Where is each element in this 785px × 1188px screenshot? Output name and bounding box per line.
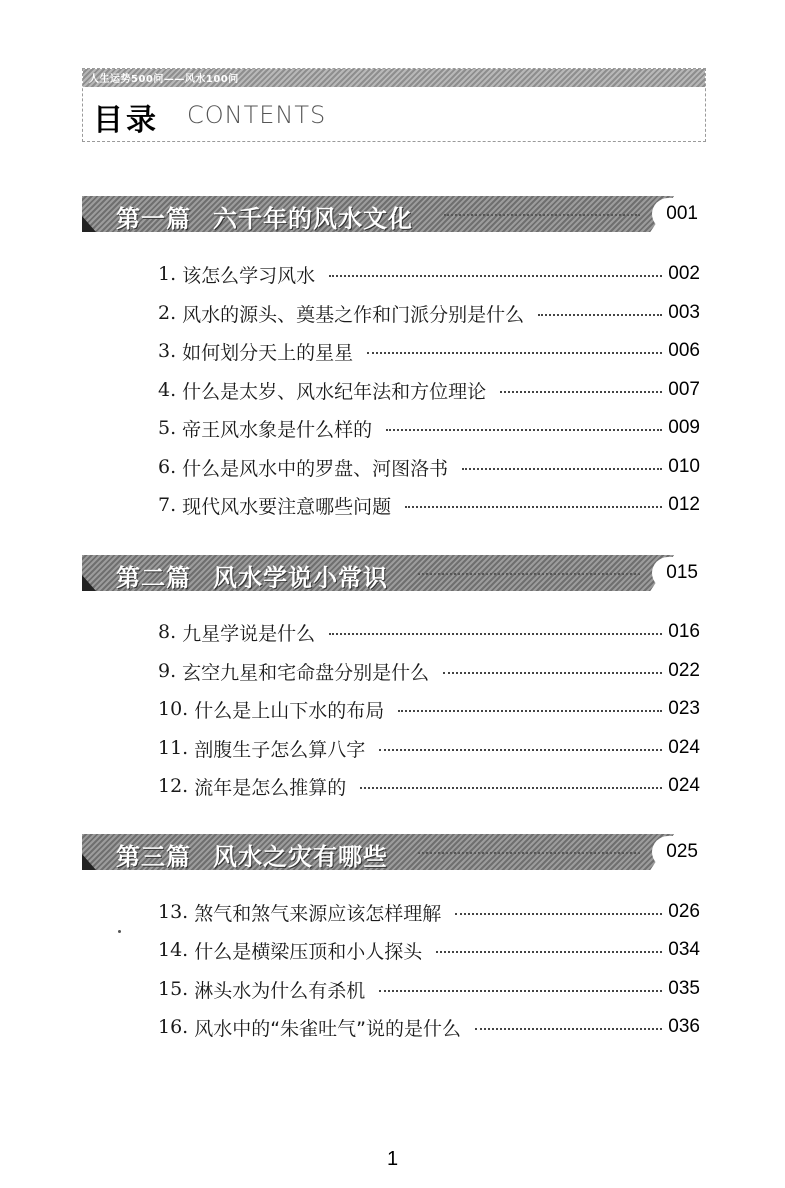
entry-title: 剖腹生子怎么算八字 (194, 738, 366, 761)
entry-number: 1. (158, 263, 183, 285)
toc-entry[interactable] (158, 452, 700, 482)
entry-page-number: 024 (668, 737, 700, 758)
dot-leader (418, 852, 640, 854)
entry-title: 帝王风水象是什么样的 (182, 418, 373, 441)
entry-page-number: 003 (668, 302, 700, 323)
entry-title: 什么是横梁压顶和小人探头 (194, 940, 423, 963)
entry-number: 14. (158, 939, 195, 961)
dot-leader (379, 749, 662, 751)
entry-number: 15. (158, 978, 195, 1000)
entry-number: 3. (158, 340, 183, 362)
print-speck (118, 930, 121, 933)
entry-page-number: 034 (668, 939, 700, 960)
dot-leader (500, 391, 662, 393)
part-title: 风水之灾有哪些 (213, 842, 388, 871)
entry-page-number: 007 (668, 379, 700, 400)
dot-leader (475, 1028, 662, 1030)
dot-leader (360, 787, 662, 789)
entry-page-number: 023 (668, 698, 700, 719)
part-heading-text (116, 837, 388, 872)
entry-title: 现代风水要注意哪些问题 (182, 495, 392, 518)
dot-leader (405, 506, 662, 508)
toc-entry[interactable] (158, 935, 700, 965)
entry-page-number: 012 (668, 494, 700, 515)
dot-leader (329, 633, 662, 635)
toc-entry[interactable] (158, 413, 700, 443)
toc-entry[interactable] (158, 974, 700, 1004)
entry-number: 5. (158, 417, 183, 439)
page-subtitle: CONTENTS (187, 101, 327, 129)
entry-page-number: 022 (668, 660, 700, 681)
entry-title: 九星学说是什么 (182, 622, 316, 645)
entry-title: 什么是上山下水的布局 (194, 699, 385, 722)
series-banner (83, 69, 705, 87)
toc-entry[interactable] (158, 733, 700, 763)
entry-number: 4. (158, 379, 183, 401)
banner-corner (82, 854, 96, 870)
toc-entry[interactable] (158, 298, 700, 328)
entry-title: 煞气和煞气来源应该怎样理解 (194, 902, 442, 925)
entry-number: 9. (158, 660, 183, 682)
entry-number: 2. (158, 302, 183, 324)
toc-entry[interactable] (158, 617, 700, 647)
entry-title: 如何划分天上的星星 (182, 341, 354, 364)
part-label: 第二篇 (116, 563, 191, 592)
dot-leader (418, 573, 640, 575)
entry-page-number: 036 (668, 1016, 700, 1037)
page-title: 目录 (93, 103, 159, 138)
dot-leader (367, 352, 662, 354)
part-heading-text (116, 558, 388, 593)
banner-corner (82, 216, 96, 232)
entry-title: 淋头水为什么有杀机 (194, 979, 366, 1002)
toc-entry[interactable] (158, 656, 700, 686)
dot-leader (462, 468, 662, 470)
contents-header (82, 68, 706, 142)
entry-title: 什么是太岁、风水纪年法和方位理论 (182, 380, 487, 403)
page-number: 1 (386, 1148, 399, 1170)
dot-leader (329, 275, 662, 277)
entry-number: 13. (158, 901, 195, 923)
entry-page-number: 035 (668, 978, 700, 999)
part-heading-text (116, 199, 413, 234)
entry-title: 风水中的“朱雀吐气”说的是什么 (194, 1017, 461, 1040)
entry-number: 12. (158, 775, 195, 797)
entry-number: 11. (158, 737, 195, 759)
toc-entry[interactable] (158, 336, 700, 366)
toc-entry[interactable] (158, 694, 700, 724)
part-title: 风水学说小常识 (213, 563, 388, 592)
entry-page-number: 009 (668, 417, 700, 438)
dot-leader (455, 913, 662, 915)
part-page-number: 001 (652, 198, 702, 230)
entry-title: 流年是怎么推算的 (194, 776, 347, 799)
entry-number: 10. (158, 698, 195, 720)
entry-page-number: 010 (668, 456, 700, 477)
entry-page-number: 026 (668, 901, 700, 922)
toc-entry[interactable] (158, 771, 700, 801)
dot-leader (444, 214, 640, 216)
toc-entry[interactable] (158, 375, 700, 405)
part-heading-1[interactable] (82, 192, 702, 236)
entry-number: 16. (158, 1016, 195, 1038)
banner-corner (82, 575, 96, 591)
entry-number: 7. (158, 494, 183, 516)
part-label: 第一篇 (116, 204, 191, 233)
toc-entry[interactable] (158, 259, 700, 289)
toc-entry[interactable] (158, 490, 700, 520)
dot-leader (538, 314, 662, 316)
dot-leader (386, 429, 662, 431)
series-title: 人生运势500问——风水100问 (89, 74, 239, 85)
dot-leader (379, 990, 662, 992)
part-page-number: 015 (652, 557, 702, 589)
part-heading-3[interactable] (82, 830, 702, 874)
entry-title: 风水的源头、奠基之作和门派分别是什么 (182, 303, 525, 326)
part-title: 六千年的风水文化 (213, 204, 413, 233)
entry-number: 8. (158, 621, 183, 643)
dot-leader (443, 672, 662, 674)
dot-leader (398, 710, 662, 712)
entry-page-number: 024 (668, 775, 700, 796)
entry-title: 什么是风水中的罗盘、河图洛书 (182, 457, 449, 480)
toc-entry[interactable] (158, 897, 700, 927)
toc-entry[interactable] (158, 1012, 700, 1042)
part-heading-2[interactable] (82, 551, 702, 595)
entry-number: 6. (158, 456, 183, 478)
part-label: 第三篇 (116, 842, 191, 871)
dot-leader (436, 951, 662, 953)
entry-title: 该怎么学习风水 (182, 264, 316, 287)
part-page-number: 025 (652, 836, 702, 868)
entry-page-number: 016 (668, 621, 700, 642)
entry-title: 玄空九星和宅命盘分别是什么 (182, 661, 430, 684)
entry-page-number: 006 (668, 340, 700, 361)
entry-page-number: 002 (668, 263, 700, 284)
